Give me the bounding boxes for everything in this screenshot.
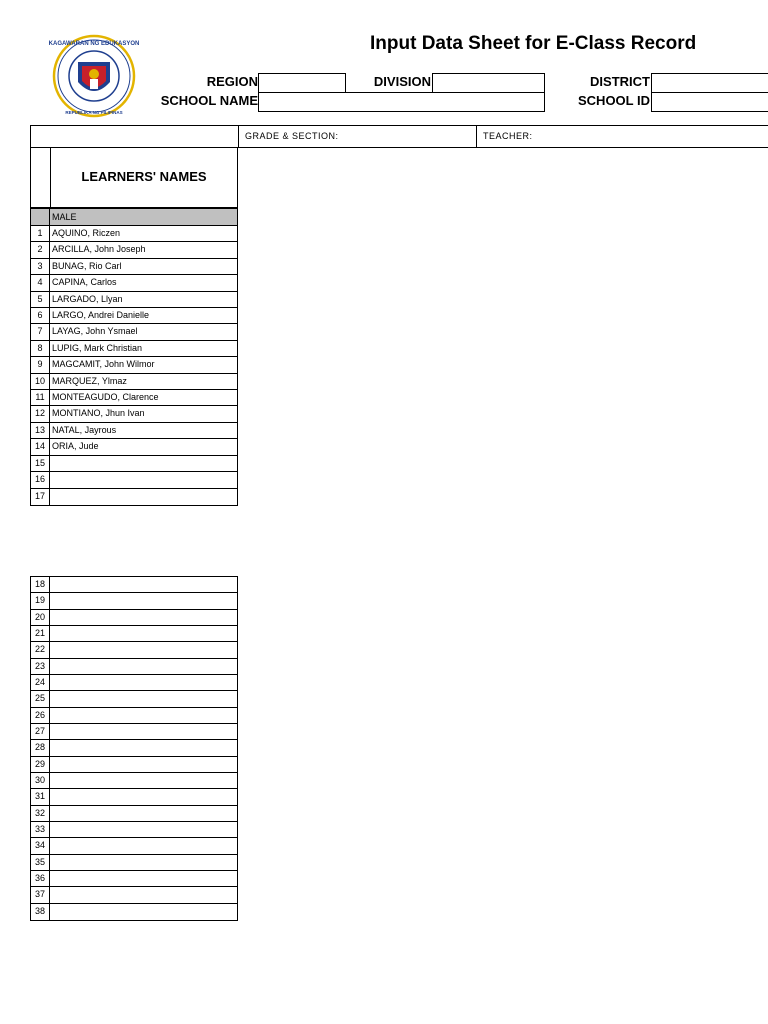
row-number: 35	[31, 855, 50, 870]
region-label: REGION	[206, 74, 258, 89]
division-field[interactable]	[432, 73, 545, 93]
row-number: 29	[31, 757, 50, 772]
row-number: 15	[31, 456, 50, 471]
learner-name[interactable]: LUPIG, Mark Christian	[52, 342, 143, 353]
deped-seal-logo	[48, 34, 140, 118]
learner-row[interactable]	[31, 659, 237, 675]
learner-row[interactable]	[31, 406, 237, 422]
row-number: 21	[31, 626, 50, 641]
learner-row[interactable]	[31, 242, 237, 258]
row-number: 31	[31, 789, 50, 804]
row-number: 30	[31, 773, 50, 788]
learner-row[interactable]	[31, 456, 237, 472]
learner-row[interactable]	[31, 904, 237, 920]
learner-row[interactable]	[31, 871, 237, 887]
learner-name[interactable]: MONTEAGUDO, Clarence	[52, 392, 159, 403]
row-number: 37	[31, 887, 50, 902]
row-number: 36	[31, 871, 50, 886]
learner-row[interactable]	[31, 789, 237, 805]
row-number: 19	[31, 593, 50, 608]
learner-row[interactable]	[31, 724, 237, 740]
learner-row[interactable]	[31, 308, 237, 324]
learner-row[interactable]	[31, 626, 237, 642]
learner-row[interactable]	[31, 855, 237, 871]
row-number: 38	[31, 904, 50, 920]
learner-row[interactable]	[31, 642, 237, 658]
row-number: 18	[31, 577, 50, 592]
row-number: 1	[31, 226, 50, 241]
row-number: 22	[31, 642, 50, 657]
learner-row[interactable]	[31, 489, 237, 505]
learners-names-header: LEARNERS' NAMES	[81, 169, 207, 184]
learner-name[interactable]: LARGO, Andrei Danielle	[52, 310, 150, 321]
row-number: 8	[31, 341, 50, 356]
learner-name[interactable]: AQUINO, Riczen	[52, 228, 121, 238]
row-number: 23	[31, 659, 50, 674]
learner-row[interactable]	[31, 691, 237, 707]
learner-row[interactable]	[31, 773, 237, 789]
region-field[interactable]	[258, 73, 346, 93]
grade-teacher-bar	[30, 125, 768, 148]
grade-section-label[interactable]: GRADE & SECTION:	[238, 126, 506, 147]
row-number: 14	[31, 439, 50, 454]
learner-name[interactable]: MAGCAMIT, John Wilmor	[52, 359, 155, 370]
row-number: 27	[31, 724, 50, 739]
row-number: 13	[31, 423, 50, 438]
learner-row[interactable]	[31, 357, 237, 373]
row-number: 12	[31, 406, 50, 421]
row-number: 17	[31, 489, 50, 505]
row-number: 6	[31, 308, 50, 323]
learner-row[interactable]	[31, 675, 237, 691]
male-group-header	[30, 209, 238, 226]
learner-row[interactable]	[31, 439, 237, 455]
learner-row[interactable]	[31, 275, 237, 291]
row-number: 34	[31, 838, 50, 853]
row-number: 32	[31, 806, 50, 821]
school-id-label: SCHOOL ID	[578, 93, 650, 108]
row-number: 25	[31, 691, 50, 706]
learner-row[interactable]	[31, 740, 237, 756]
row-number: 33	[31, 822, 50, 837]
row-number: 3	[31, 259, 50, 274]
school-name-field[interactable]	[258, 92, 545, 112]
learners-header-block	[30, 147, 238, 209]
learner-name[interactable]: MARQUEZ, Ylmaz	[52, 375, 127, 386]
row-number: 16	[31, 472, 50, 487]
learner-row[interactable]	[31, 708, 237, 724]
learner-name[interactable]: ORIA, Jude	[52, 441, 99, 452]
learner-row[interactable]	[31, 292, 237, 308]
row-number: 9	[31, 357, 50, 372]
learner-row[interactable]	[31, 324, 237, 340]
learner-name[interactable]: CAPINA, Carlos	[52, 277, 117, 288]
school-id-field[interactable]	[651, 92, 768, 112]
learner-row[interactable]	[31, 838, 237, 854]
cell-border-fragment	[206, 258, 238, 259]
learner-name[interactable]: LAYAG, John Ysmael	[52, 326, 138, 337]
learner-row[interactable]	[31, 593, 237, 609]
learner-row[interactable]	[31, 610, 237, 626]
learner-row[interactable]	[31, 822, 237, 838]
district-field[interactable]	[651, 73, 768, 93]
learner-name[interactable]: NATAL, Jayrous	[52, 424, 117, 435]
school-name-label: SCHOOL NAME	[160, 93, 258, 108]
learner-row[interactable]	[31, 757, 237, 773]
male-label: MALE	[52, 212, 77, 222]
row-number: 4	[31, 275, 50, 290]
row-number: 5	[31, 292, 50, 307]
learner-row[interactable]	[31, 423, 237, 439]
learner-row[interactable]	[31, 226, 237, 242]
page-title: Input Data Sheet for E-Class Record	[370, 33, 697, 54]
row-number: 10	[31, 374, 50, 389]
learner-row[interactable]	[31, 341, 237, 357]
learner-row[interactable]	[31, 374, 237, 390]
learner-row[interactable]	[31, 806, 237, 822]
logo-top-text: KAGAWARAN NG EDUKASYON	[48, 41, 140, 47]
learner-row[interactable]	[31, 577, 237, 593]
teacher-label[interactable]: TEACHER:	[476, 126, 768, 147]
row-number: 20	[31, 610, 50, 625]
row-number: 26	[31, 708, 50, 723]
learner-row[interactable]	[31, 390, 237, 406]
row-number: 2	[31, 242, 50, 257]
logo-bottom-text: REPUBLIKA NG PILIPINAS	[65, 110, 123, 115]
learner-name[interactable]: LARGADO, Llyan	[52, 293, 123, 304]
row-number: 7	[31, 324, 50, 339]
learner-name[interactable]: MONTIANO, Jhun Ivan	[52, 408, 145, 419]
division-label: DIVISION	[373, 74, 431, 89]
row-number: 11	[31, 390, 50, 405]
learner-row[interactable]	[31, 472, 237, 488]
learner-list-male	[30, 226, 238, 506]
learner-list-continued	[30, 576, 238, 921]
learner-row[interactable]	[31, 887, 237, 903]
district-label: DISTRICT	[590, 74, 650, 89]
learner-name[interactable]: BUNAG, Rio Carl	[52, 260, 122, 271]
row-number: 28	[31, 740, 50, 755]
learner-row[interactable]	[31, 259, 237, 275]
learner-name[interactable]: ARCILLA, John Joseph	[52, 244, 146, 255]
row-number: 24	[31, 675, 50, 690]
blank-header-cell	[30, 126, 238, 147]
